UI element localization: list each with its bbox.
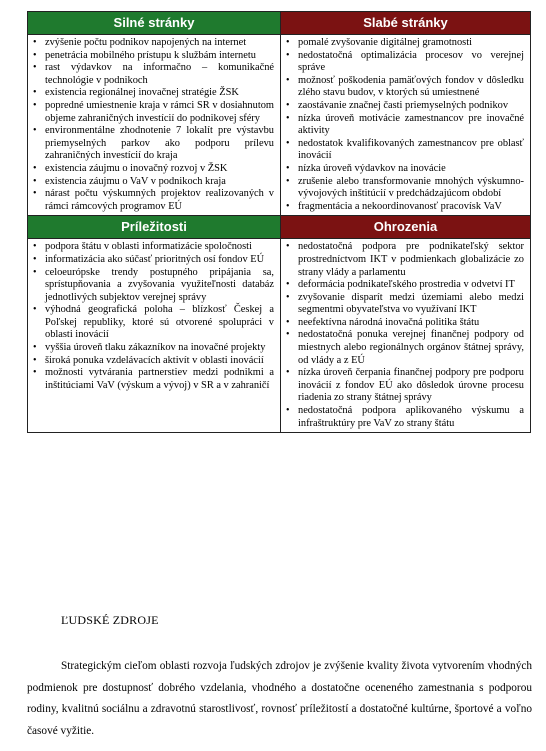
list-item: • možnosť poškodenia pamäťových fondov v dôsledku zlého stavu budov, v ktorých sú umiestnené	[281, 75, 530, 100]
list-item: • možnosti vytvárania partnerstiev medzi podnikmi a inštitúciami VaV (výskum a vývoj) v SR a v zahraničí	[28, 367, 280, 392]
list-item: • zvyšovanie disparít medzi územiami alebo medzi segmentmi obyvateľstva vo využívaní IKT	[281, 292, 530, 317]
list-item: • zvýšenie počtu podnikov napojených na internet	[28, 37, 280, 50]
list-item: • popredné umiestnenie kraja v rámci SR v dosiahnutom objeme zahraničných investícií do podnikovej sféry	[28, 100, 280, 125]
swot-table	[27, 11, 531, 433]
list-item: • široká ponuka vzdelávacích aktivít v oblasti inovácií	[28, 355, 280, 368]
list-item: • vyššia úroveň tlaku zákazníkov na inovačné projekty	[28, 342, 280, 355]
section-paragraph: Strategickým cieľom oblasti rozvoja ľudských zdrojov je zvýšenie kvality života vytvorením vhodných podmienok pre dostupnosť dobrého vzdelania, vhodného a dostatočne oceneného zamestnania s podporou rodiny, kvalitnú sociálnu a zdravotnú starostlivosť, rovnosť príležitostí a dostatočné kultúrne, športové a voľno časové vyžitie.	[27, 660, 532, 737]
list-item: • výhodná geografická poloha – blízkosť Českej a Poľskej republiky, ktoré sú otvorené spolupráci v oblasti inovácií	[28, 304, 280, 342]
list-item: • existencia záujmu o VaV v podnikoch kraja	[28, 176, 280, 189]
list-item: • rast výdavkov na informačno – komunikačné technológie v podnikoch	[28, 62, 280, 87]
list-item: • pomalé zvyšovanie digitálnej gramotnosti	[281, 37, 530, 50]
list-item: • nedostatočná ponuka verejnej finančnej podpory od miestnych alebo regionálnych orgánov štátnej správy, od vlády a z EÚ	[281, 329, 530, 367]
list-item: • deformácia podnikateľského prostredia v odvetví IT	[281, 279, 530, 292]
threats-list	[281, 241, 530, 430]
list-item: • environmentálne zhodnotenie 7 lokalít pre výstavbu priemyselných parkov ako podporu prílevu zahraničných investícií do kraja	[28, 125, 280, 163]
list-item: • fragmentácia a nekoordinovanosť pracovísk VaV	[281, 201, 530, 214]
threats-header: Ohrozenia	[281, 216, 531, 239]
weaknesses-header: Slabé stránky	[281, 12, 531, 35]
weaknesses-list	[281, 37, 530, 213]
section-heading: ĽUDSKÉ ZDROJE	[61, 613, 159, 627]
list-item: • zrušenie alebo transformovanie mnohých výskumno-vývojových inštitúcií v predchádzajúcom období	[281, 176, 530, 201]
list-item: • neefektívna národná inovačná politika štátu	[281, 317, 530, 330]
weaknesses-cell	[281, 35, 531, 216]
list-item: • nedostatok kvalifikovaných zamestnancov pre oblasť inovácií	[281, 138, 530, 163]
list-item: • penetrácia mobilného prístupu k službám internetu	[28, 50, 280, 63]
list-item: • nedostatočná optimalizácia procesov vo verejnej správe	[281, 50, 530, 75]
list-item: • existencia regionálnej inovačnej stratégie ŽSK	[28, 87, 280, 100]
opportunities-list	[28, 241, 280, 392]
strengths-header: Silné stránky	[28, 12, 281, 35]
threats-cell	[281, 239, 531, 433]
list-item: • informatizácia ako súčasť prioritných osí fondov EÚ	[28, 254, 280, 267]
list-item: • podpora štátu v oblasti informatizácie spoločnosti	[28, 241, 280, 254]
list-item: • nízka úroveň motivácie zamestnancov pre inovačné aktivity	[281, 113, 530, 138]
list-item: • celoeurópske trendy postupného pripájania sa, sprístupňovania a zvyšovania využiteľnosti databáz jednotlivých subjektov verejnej správy	[28, 267, 280, 305]
list-item: • nárast počtu výskumných projektov realizovaných v rámci rámcových programov EÚ	[28, 188, 280, 213]
list-item: • nízka úroveň výdavkov na inovácie	[281, 163, 530, 176]
strengths-list	[28, 37, 280, 213]
list-item: • existencia záujmu o inovačný rozvoj v ŽSK	[28, 163, 280, 176]
strengths-cell	[28, 35, 281, 216]
opportunities-header: Príležitosti	[28, 216, 281, 239]
list-item: • zaostávanie značnej časti priemyselných podnikov	[281, 100, 530, 113]
opportunities-cell	[28, 239, 281, 433]
list-item: • nedostatočná podpora aplikovaného výskumu a infraštruktúry pre VaV zo strany štátu	[281, 405, 530, 430]
list-item: • nedostatočná podpora pre podnikateľský sektor prostredníctvom IKT v podmienkach globalizácie zo strany vlády a parlamentu	[281, 241, 530, 279]
list-item: • nízka úroveň čerpania finančnej podpory pre podporu inovácií z fondov EÚ ako dôsledok úrovne procesu riadenia zo strany štátnej správy	[281, 367, 530, 405]
